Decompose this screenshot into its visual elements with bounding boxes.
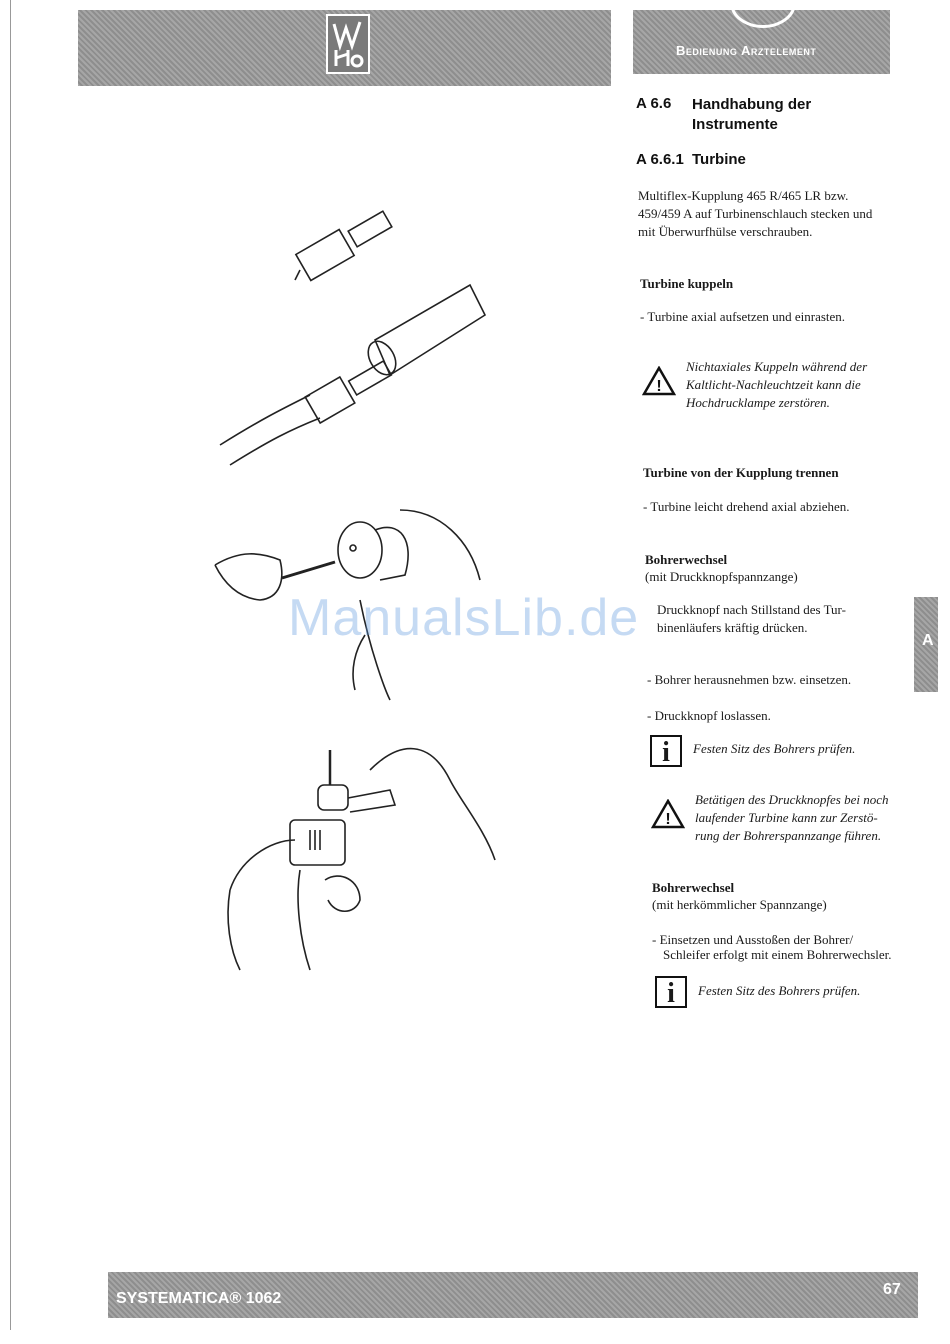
bur2-info: Festen Sitz des Bohrers prüfen. (698, 983, 861, 998)
subsection-number: A 6.6.1 (636, 151, 684, 168)
turbine-coupling-illustration (200, 180, 510, 980)
bur1-heading: Bohrerwechsel (645, 552, 728, 567)
info-i-icon: i (650, 735, 682, 767)
bur1-step2: - Bohrer herausnehmen bzw. einsetzen. (647, 672, 852, 687)
bur1-warning-3: rung der Bohrerspannzange führen. (695, 828, 882, 843)
bur2-heading: Bohrerwechsel (652, 880, 735, 895)
bur1-step1-line2: binenläufers kräftig drücken. (657, 620, 808, 635)
section-title: Handhabung der Instrumente (692, 96, 812, 133)
couple-warning-1: Nichtaxiales Kuppeln während der (686, 359, 868, 374)
header-title: Bedienung Arztelement (676, 43, 817, 58)
bur2-sub: (mit herkömmlicher Spannzange) (652, 897, 827, 912)
decouple-step: - Turbine leicht drehend axial abziehen. (643, 499, 850, 514)
bur1-warning-2: laufender Turbine kann zur Zerstö- (695, 810, 878, 825)
couple-warning-2: Kaltlicht-Nachleuchtzeit kann die (686, 377, 861, 392)
intro-line-2: 459/459 A auf Turbinenschlauch stecken und (638, 206, 873, 221)
bur1-info: Festen Sitz des Bohrers prüfen. (693, 741, 856, 756)
info-i-icon: i (655, 976, 687, 1008)
couple-warning-3: Hochdrucklampe zerstören. (686, 395, 830, 410)
footer-product: SYSTEMATICA® 1062 (116, 1290, 282, 1307)
couple-heading: Turbine kuppeln (640, 276, 734, 291)
intro-line-1: Multiflex-Kupplung 465 R/465 LR bzw. (638, 188, 849, 203)
side-tab-letter: A (922, 632, 934, 649)
svg-text:!: ! (656, 378, 662, 395)
svg-text:!: ! (665, 811, 671, 828)
bur1-warning-1: Betätigen des Druckknopfes bei noch (695, 792, 889, 807)
page-edge-rule (10, 0, 11, 1330)
couple-step: - Turbine axial aufsetzen und einrasten. (640, 309, 846, 324)
warning-triangle-icon (651, 799, 685, 829)
watermark: ManualsLib.de (288, 589, 640, 647)
bur2-step-line2: Schleifer erfolgt mit einem Bohrerwechsler. (663, 947, 892, 962)
subsection-title: Turbine (692, 151, 746, 168)
bur1-step3: - Druckknopf loslassen. (647, 708, 771, 723)
bur1-step1-line1: Druckknopf nach Stillstand des Tur- (657, 602, 846, 617)
warning-triangle-icon (642, 366, 676, 396)
page-number: 67 (883, 1281, 901, 1298)
decouple-heading: Turbine von der Kupplung trennen (643, 465, 839, 480)
bur2-step-line1: - Einsetzen und Ausstoßen der Bohrer/ (652, 932, 854, 947)
section-number: A 6.6 (636, 95, 672, 112)
wh-logo-icon (326, 14, 370, 74)
bur1-sub: (mit Druckknopfspannzange) (645, 569, 798, 584)
intro-line-3: mit Überwurfhülse verschrauben. (638, 224, 813, 239)
